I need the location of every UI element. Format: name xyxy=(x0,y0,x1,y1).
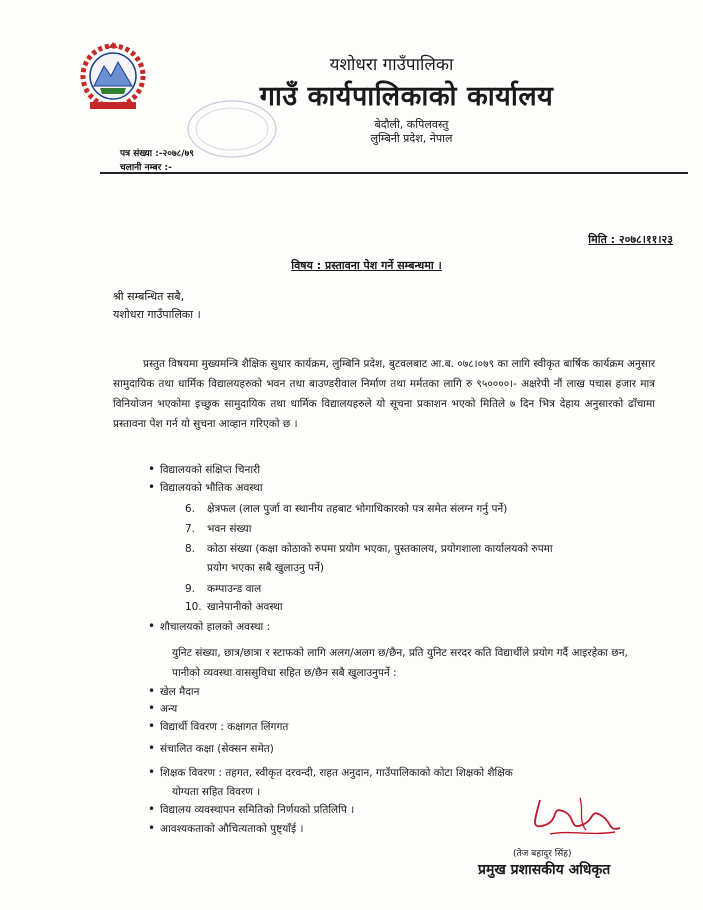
sub-item-text: खानेपानीको अवस्था xyxy=(207,601,283,613)
signatory-name: (तेज बहादुर सिंह) xyxy=(513,849,572,859)
sub-list-item xyxy=(185,600,283,614)
list-item: • संचालित कक्षा (सेक्सन समेत) xyxy=(160,742,274,756)
header-divider xyxy=(100,172,688,174)
toilet-details: युनिट संख्या, छात्र/छात्रा र स्टाफको लागि अलग/अलग छ/छैन, प्रति युनिट सरदर कति विद्यार्थीले प्रयोग गर्दै आइरहेका छन, पानीको व्यवस्था वाससुविधा सहित छ/छैन सबै खुलाउनुपर्ने : xyxy=(172,647,628,679)
signature-scribble-icon xyxy=(520,790,630,850)
sub-list-item xyxy=(185,522,251,536)
sub-item-text: भवन संख्या xyxy=(207,523,252,535)
letter-number: पत्र संख्या :-२०७८/७९ xyxy=(120,149,194,159)
body-paragraph: प्रस्तुत विषयमा मुख्यमन्त्रि शैक्षिक सुधार कार्यक्रम, लुम्बिनि प्रदेश, बुटवलबाट आ.ब. ०७८।०७९ का लागि स्वीकृत बार्षिक कार्यक्रम अनुसार सामुदायिक तथा धार्मिक विद्यालयहरुको भवन तथा बाउण्डरीवाल निर्माण तथा मर्मतका लागि रु ९५००००।- अक्षरेपी नौं लाख पचास हजार मात्र विनियोजन भएकोमा इच्छुक सामुदायिक तथा धार्मिक विद्यालयहरुले यो सूचना प्रकाशन भएको मितिले ७ दिन भित्र देहाय अनुसारको ढाँचामा प्रस्तावना पेश गर्न यो सुचना आव्हान गरिएको छ । xyxy=(113,358,655,430)
addressee-line-2: यशोधरा गाउँपालिका । xyxy=(113,308,201,321)
list-item: • खेल मैदान xyxy=(160,685,199,699)
list-item: • विद्यालयको संक्षिप्त चिनारी xyxy=(160,463,260,477)
letter-subject: विषय : प्रस्तावना पेश गर्ने सम्बन्धमा । xyxy=(291,259,442,272)
letter-date: मिति : २०७८।११।२३ xyxy=(588,233,673,246)
sub-item-number: 10. xyxy=(185,601,202,613)
list-item: • शौचालयको हालको अवस्था : xyxy=(160,620,270,634)
sub-item-number: 7. xyxy=(185,523,196,535)
addressee-line-1: श्री सम्बन्धित सबै, xyxy=(113,290,185,303)
sub-item-text: कम्पाउन्ड वाल xyxy=(207,583,262,595)
list-item-continuation: योग्यता सहित विवरण । xyxy=(172,786,261,798)
office-title: गाउँ कार्यपालिकाको कार्यालय xyxy=(259,81,554,112)
sub-item-number: 8. xyxy=(185,543,196,555)
list-item: • शिक्षक विवरण : तहगत, स्वीकृत दरवन्दी, राहत अनुदान, गाउँपालिकाको कोटा शिक्षको शैक्षिक xyxy=(160,766,513,780)
list-item: • अन्य xyxy=(160,702,177,716)
address-line-1: बेदौली, कपिलवस्तु xyxy=(374,118,449,131)
list-item: • विद्यालय व्यवस्थापन समितिको निर्णयको प्रतिलिपि । xyxy=(160,803,354,817)
sub-list-item xyxy=(185,502,507,516)
municipality-name: यशोधरा गाउँपालिका xyxy=(329,55,454,75)
sub-list-item xyxy=(185,542,553,556)
list-item: • विद्यार्थी विवरण : कक्षागत लिंगगत xyxy=(160,720,288,734)
address-line-2: लुम्बिनी प्रदेश, नेपाल xyxy=(370,132,453,145)
sub-list-item xyxy=(185,582,261,596)
sub-item-number: 6. xyxy=(185,503,196,515)
sub-item-text: क्षेत्रफल (लाल पुर्जा वा स्थानीय तहबाट भोगाधिकारको पत्र समेत संलग्न गर्नु पर्ने) xyxy=(207,503,508,515)
sub-item-continuation: प्रयोग भएका सबै खुलाउनु पर्ने) xyxy=(207,562,325,574)
list-item: • विद्यालयको भौतिक अवस्था xyxy=(160,481,263,495)
signatory-title: प्रमुख प्रशासकीय अधिकृत xyxy=(478,862,611,878)
sub-item-number: 9. xyxy=(185,583,196,595)
list-item: • आवश्यकताको औचित्यताको पुष्ट्याँई । xyxy=(160,822,303,836)
office-stamp-icon xyxy=(185,98,280,160)
dispatch-number: चलानी नम्बर :- xyxy=(120,163,172,173)
sub-item-text: कोठा संख्या (कक्षा कोठाको रुपमा प्रयोग भएका, पुस्तकालय, प्रयोगशाला कार्यालयको रुपमा xyxy=(207,543,553,555)
